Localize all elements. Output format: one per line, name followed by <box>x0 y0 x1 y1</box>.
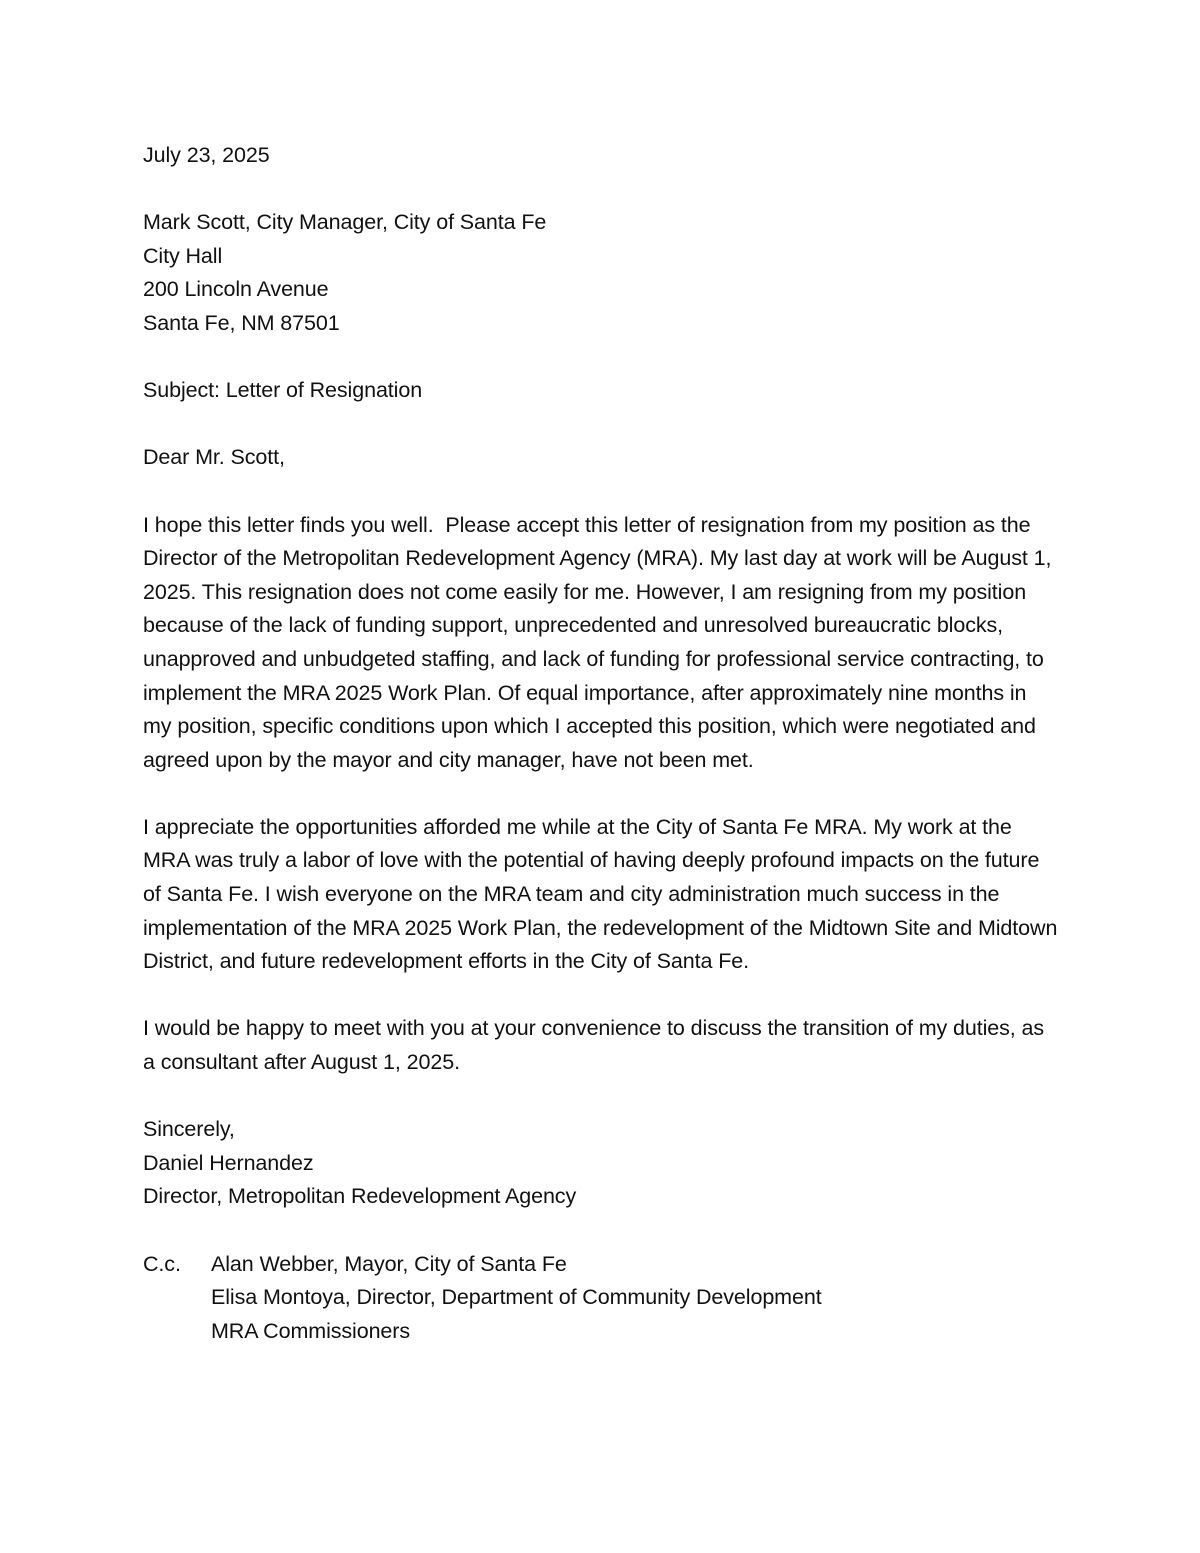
recipient-building: City Hall <box>143 243 223 268</box>
subject-line: Subject: Letter of Resignation <box>143 378 423 403</box>
cc-recipient: MRA Commissioners <box>211 1318 411 1343</box>
cc-row <box>143 1281 1058 1315</box>
paragraph-text: I appreciate the opportunities afforded me while at the City of Santa Fe MRA. My work at the MRA was truly a labor of love with the potential of having deeply profound impacts on the future of Santa Fe. I wish everyone on the MRA team and city administration much success in the implementation of the MRA 2025 Work Plan, the redevelopment of the Midtown Site and Midtown District, and future redevelopment efforts in the City of Santa Fe. <box>143 814 1064 974</box>
date-block <box>143 139 1058 173</box>
valediction: Sincerely, <box>143 1117 235 1142</box>
body-paragraph-3 <box>143 1012 1058 1079</box>
cc-recipient: Elisa Montoya, Director, Department of Community Development <box>211 1285 822 1310</box>
paragraph-text: I hope this letter finds you well. Please accept this letter of resignation from my position as the Director of the Metropolitan Redevelopment Agency (MRA). My last day at work will be August 1, 2025. This resignation does not come easily for me. However, I am resigning from my position because of the lack of funding support, unprecedented and unresolved bureaucratic blocks, unapproved and unbudgeted staffing, and lack of funding for professional service contracting, to implement the MRA 2025 Work Plan. Of equal importance, after approximately nine months in my position, specific conditions upon which I accepted this position, which were negotiated and agreed upon by the mayor and city manager, have not been met. <box>143 512 1058 772</box>
cc-row <box>143 1315 1058 1349</box>
paragraph-text: I would be happy to meet with you at your convenience to discuss the transition of my duties, as a consultant after August 1, 2025. <box>143 1016 1050 1075</box>
body-paragraph-2 <box>143 811 1064 979</box>
salutation-block <box>143 441 1058 475</box>
recipient-street: 200 Lincoln Avenue <box>143 277 329 302</box>
cc-recipient: Alan Webber, Mayor, City of Santa Fe <box>211 1251 567 1276</box>
subject-block <box>143 374 1058 408</box>
closing-block <box>143 1113 1058 1214</box>
recipient-name-title: Mark Scott, City Manager, City of Santa Fe <box>143 210 547 235</box>
recipient-city-state-zip: Santa Fe, NM 87501 <box>143 310 340 335</box>
signer-title: Director, Metropolitan Redevelopment Agency <box>143 1184 577 1209</box>
salutation: Dear Mr. Scott, <box>143 445 285 470</box>
carbon-copy-block <box>143 1248 1058 1349</box>
cc-row <box>143 1248 1058 1282</box>
cc-label: C.c. <box>143 1251 181 1276</box>
body-paragraph-1 <box>143 509 1058 778</box>
letter-date: July 23, 2025 <box>143 143 270 167</box>
recipient-address-block <box>143 206 1058 340</box>
signer-name: Daniel Hernandez <box>143 1150 314 1175</box>
letter-body <box>143 139 1064 1348</box>
